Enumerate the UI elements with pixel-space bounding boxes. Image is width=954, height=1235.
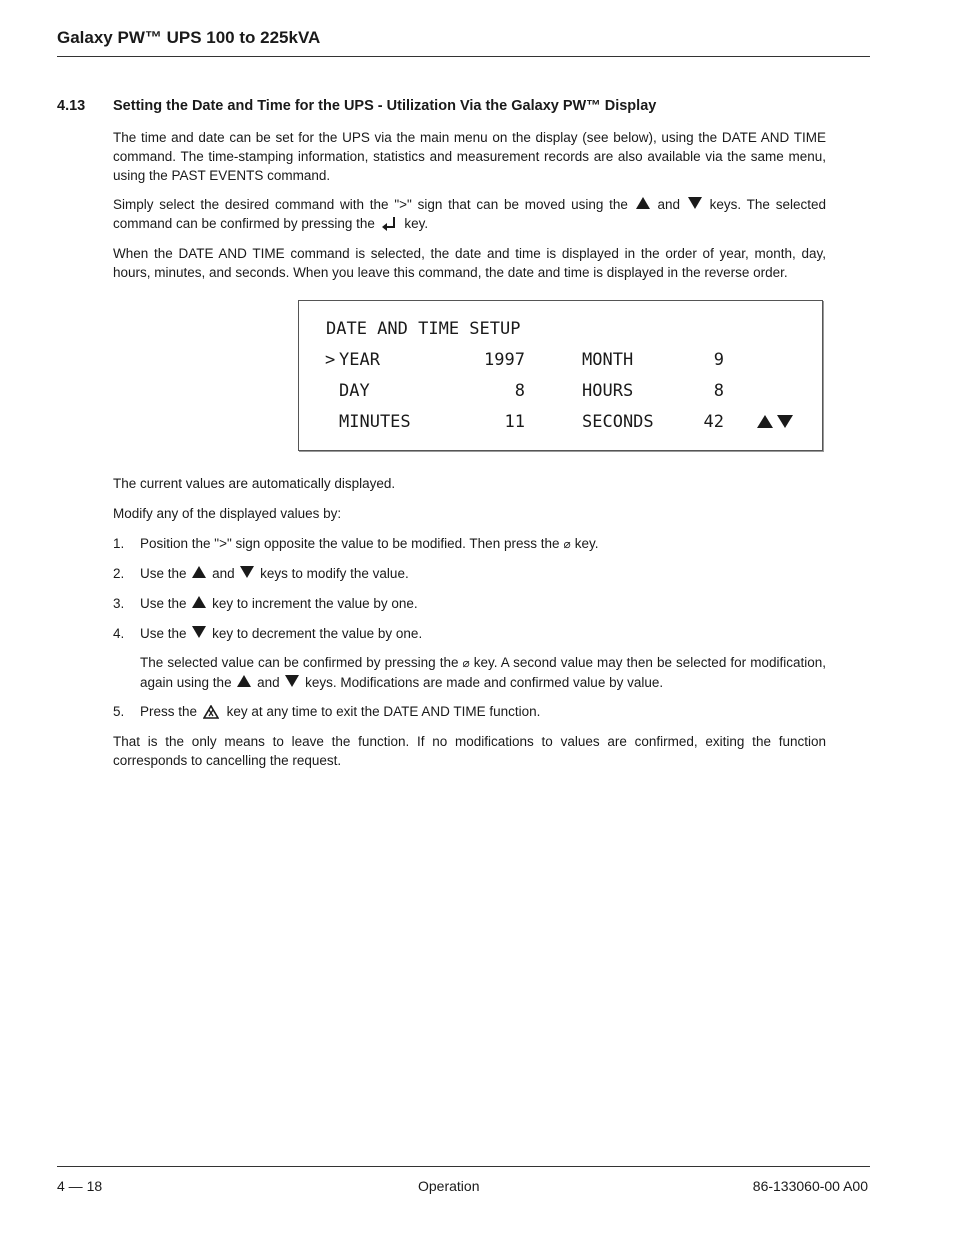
text-span: The selected value can be confirmed by pressing the	[140, 655, 459, 670]
up-arrow-icon	[192, 596, 206, 608]
lcd-day-label: DAY	[339, 381, 370, 401]
enter-key-icon	[381, 216, 397, 232]
text-span: Use the	[140, 566, 187, 581]
lcd-hours-value: 8	[713, 381, 724, 401]
escape-key-icon	[203, 705, 219, 719]
lcd-hours-label: HOURS	[582, 381, 634, 401]
text-span: and	[257, 675, 280, 690]
down-arrow-icon	[192, 626, 206, 638]
up-arrow-icon	[237, 675, 251, 687]
down-arrow-icon	[777, 415, 793, 428]
list-number: 1.	[113, 536, 125, 551]
down-arrow-icon	[285, 675, 299, 687]
list-content	[140, 594, 826, 613]
footer-rule	[57, 1166, 870, 1167]
null-key-icon: ⌀	[563, 537, 571, 551]
lcd-display	[298, 300, 823, 451]
list-number: 5.	[113, 704, 125, 719]
paragraph-intro: The time and date can be set for the UPS via the main menu on the display (see below), using the DATE AND TIME command. The time-stamping information, statistics and measurement records are also available via the same menu, using the PAST EVENTS command.	[113, 130, 826, 183]
lcd-minutes-label: MINUTES	[339, 412, 411, 432]
up-arrow-icon	[636, 197, 650, 209]
text-span: key to decrement the value by one.	[212, 626, 423, 641]
text-span: key at any time to exit the DATE AND TIME function.	[226, 704, 541, 719]
list-number: 4.	[113, 626, 125, 641]
text-span: key.	[404, 216, 429, 231]
lcd-month-label: MONTH	[582, 350, 634, 370]
text-span: and	[212, 566, 235, 581]
paragraph-current: The current values are automatically displayed.	[113, 476, 396, 491]
text-span: key. A second value may then be selected for modification, again using the	[140, 655, 826, 690]
text-span: Press the	[140, 704, 198, 719]
paragraph-order: When the DATE AND TIME command is selected, the date and time is displayed in the order of year, month, day, hours, minutes, and seconds. When you leave this command, the date and time is displayed in the reverse order.	[113, 246, 826, 280]
header-rule	[57, 56, 870, 57]
lcd-year-label: YEAR	[339, 350, 380, 370]
lcd-month-value: 9	[713, 350, 724, 370]
section-number: 4.13	[57, 98, 86, 114]
lcd-day-value: 8	[514, 381, 525, 401]
down-arrow-icon	[240, 566, 254, 578]
list-content	[140, 534, 826, 554]
text-span: keys. The selected command can be confirmed by pressing the	[113, 197, 826, 231]
lcd-seconds-label: SECONDS	[582, 412, 654, 432]
text-span: and	[657, 197, 681, 212]
lcd-arrows	[755, 413, 795, 433]
text-span: Simply select the desired command with the ">" sign that can be moved using the	[113, 197, 628, 212]
paragraph-select	[113, 195, 826, 233]
list-number: 2.	[113, 566, 125, 581]
footer-doc-number: 86-133060-00 A00	[752, 1178, 868, 1194]
lcd-title: DATE AND TIME SETUP	[326, 319, 521, 339]
lcd-minutes-value: 11	[504, 412, 525, 432]
down-arrow-icon	[688, 197, 702, 209]
lcd-cursor: >	[325, 350, 336, 370]
up-arrow-icon	[757, 415, 773, 428]
text-span: Use the	[140, 626, 187, 641]
text-span: key.	[574, 536, 599, 551]
text-span: key to increment the value by one.	[212, 596, 418, 611]
header-title: Galaxy PW™ UPS 100 to 225kVA	[57, 28, 321, 47]
null-key-icon: ⌀	[462, 656, 470, 670]
lcd-year-value: 1997	[484, 350, 525, 370]
list-number: 3.	[113, 596, 125, 611]
up-arrow-icon	[192, 566, 206, 578]
list-content	[140, 564, 826, 583]
text-span: Position the ">" sign opposite the value to be modified. Then press the	[140, 536, 560, 551]
text-span: Use the	[140, 596, 187, 611]
paragraph-exit: That is the only means to leave the function. If no modifications to values are confirmed, exiting the function corresponds to cancelling the request.	[113, 734, 826, 768]
section-heading	[57, 98, 857, 114]
text-span: keys to modify the value.	[260, 566, 409, 581]
footer-page-number: 4 — 18	[57, 1178, 103, 1194]
list-note	[140, 653, 826, 692]
lcd-seconds-value: 42	[703, 412, 724, 432]
paragraph-modify: Modify any of the displayed values by:	[113, 506, 342, 521]
list-content	[140, 702, 826, 721]
list-content	[140, 624, 826, 643]
section-title: Setting the Date and Time for the UPS - Utilization Via the Galaxy PW™ Display	[113, 98, 657, 114]
footer-section: Operation	[418, 1178, 480, 1194]
text-span: keys. Modifications are made and confirmed value by value.	[305, 675, 664, 690]
